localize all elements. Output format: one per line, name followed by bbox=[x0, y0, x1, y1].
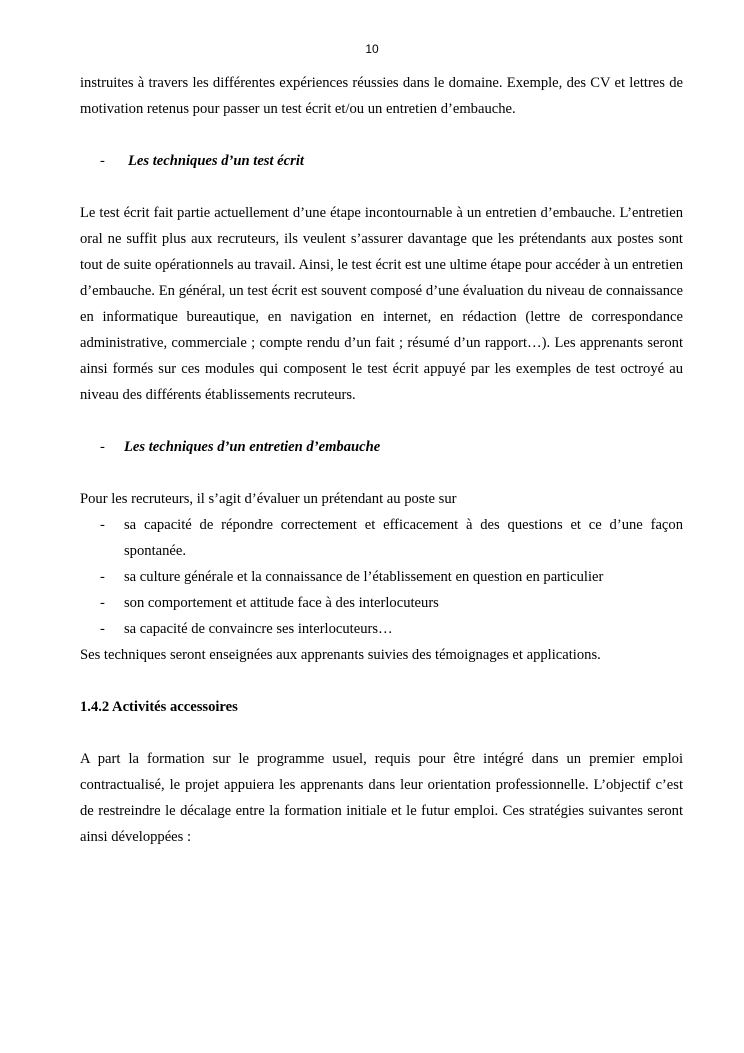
written-test-heading-text: Les techniques d’un test écrit bbox=[128, 153, 304, 169]
list-dash: - bbox=[100, 595, 105, 611]
spacer bbox=[80, 122, 683, 148]
list-item bbox=[80, 564, 683, 590]
section-heading: 1.4.2 Activités accessoires bbox=[80, 699, 238, 715]
spacer bbox=[80, 408, 683, 434]
interview-heading bbox=[80, 434, 683, 460]
intro-paragraph: instruites à travers les différentes expériences réussies dans le domaine. Exemple, des CV et lettres de motivation retenus pour passer un test écrit et/ou un entretien d’embauche. bbox=[80, 75, 683, 117]
list-dash: - bbox=[100, 569, 105, 585]
list-item-text: sa capacité de convaincre ses interlocuteurs… bbox=[124, 621, 393, 637]
interview-closing: Ses techniques seront enseignées aux apprenants suivies des témoignages et applications. bbox=[80, 647, 601, 663]
spacer bbox=[80, 668, 683, 694]
list-dash: - bbox=[100, 517, 105, 533]
list-item bbox=[80, 616, 683, 642]
section-paragraph: A part la formation sur le programme usuel, requis pour être intégré dans un premier emploi contractualisé, le projet appuiera les apprenants dans leur orientation professionnelle. L’objectif c’est de restreindre le décalage entre la formation initiale et le futur emploi. Ces stratégies suivantes seront ainsi développées : bbox=[80, 751, 683, 845]
criteria-list bbox=[80, 512, 683, 642]
list-item bbox=[80, 512, 683, 564]
page-number: 10 bbox=[365, 42, 379, 56]
list-dash: - bbox=[100, 439, 105, 455]
written-test-heading bbox=[80, 148, 683, 174]
interview-heading-text: Les techniques d’un entretien d’embauche bbox=[124, 439, 381, 455]
list-dash: - bbox=[100, 153, 105, 169]
document-body bbox=[80, 70, 683, 850]
list-item-text: sa culture générale et la connaissance de l’établissement en question en particulier bbox=[124, 569, 604, 585]
interview-lead: Pour les recruteurs, il s’agit d’évaluer un prétendant au poste sur bbox=[80, 491, 457, 507]
list-dash: - bbox=[100, 621, 105, 637]
list-item bbox=[80, 590, 683, 616]
spacer bbox=[80, 720, 683, 746]
spacer bbox=[80, 460, 683, 486]
spacer bbox=[80, 174, 683, 200]
written-test-paragraph: Le test écrit fait partie actuellement d’une étape incontournable à un entretien d’embauche. L’entretien oral ne suffit plus aux recruteurs, ils veulent s’assurer davantage que les prétendants aux postes sont tout de suite opérationnels au travail. Ainsi, le test écrit est une ultime étape pour accéder à un entretien d’embauche. En général, un test écrit est souvent composé d’une évaluation du niveau de connaissance en informatique bureautique, en navigation en internet, en rédaction (lettre de correspondance administrative, commerciale ; compte rendu d’un fait ; résumé d’un rapport…). Les apprenants seront ainsi formés sur ces modules qui composent le test écrit appuyé par les exemples de test octroyé au niveau des différents établissements recruteurs. bbox=[80, 205, 683, 403]
list-item-text: sa capacité de répondre correctement et efficacement à des questions et ce d’une façon spontanée. bbox=[124, 517, 683, 559]
list-item-text: son comportement et attitude face à des interlocuteurs bbox=[124, 595, 439, 611]
